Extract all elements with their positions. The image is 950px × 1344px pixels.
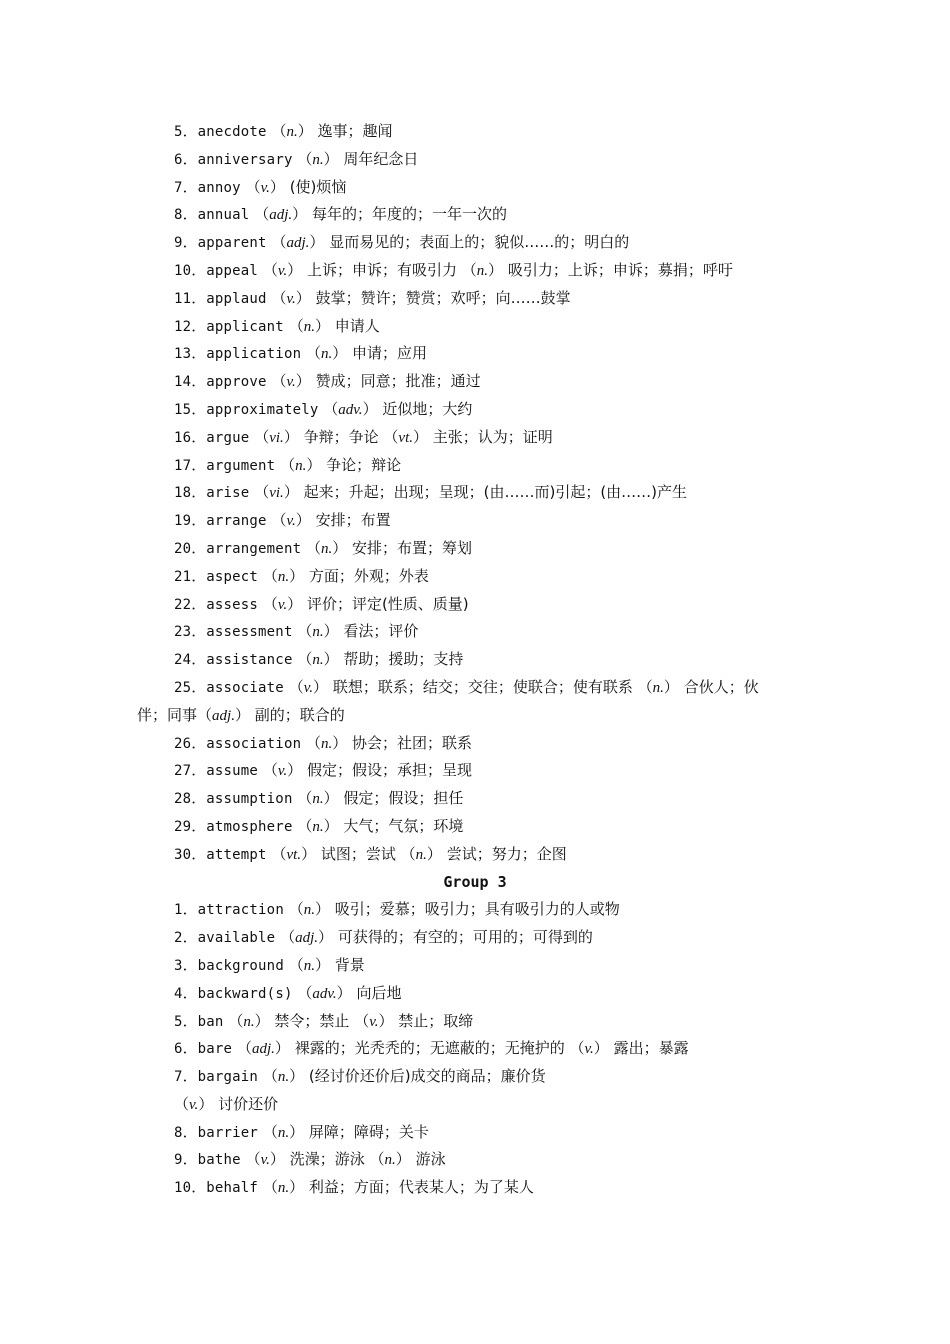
entry-word: annual xyxy=(197,207,250,224)
part-of-speech: n. xyxy=(303,902,315,919)
vocab-entry: 7．annoy （v.） (使)烦恼 xyxy=(174,177,347,196)
definition: 利益；方面；代表某人；为了某人 xyxy=(308,1178,534,1197)
group-3-heading: Group 3 xyxy=(443,872,507,891)
definition: 主张；认为；证明 xyxy=(432,427,553,446)
part-of-speech: n. xyxy=(243,1013,255,1030)
definition: 安排；布置 xyxy=(315,511,391,530)
entry-word: bare xyxy=(197,1041,233,1058)
definition: 周年纪念日 xyxy=(343,149,419,168)
entry-number: 6 xyxy=(174,151,183,168)
definition: 吸引；爱慕；吸引力；具有吸引力的人或物 xyxy=(334,900,620,919)
definition: 争论；辩论 xyxy=(326,455,402,474)
part-of-speech: n. xyxy=(312,151,324,168)
part-of-speech: n. xyxy=(652,679,664,696)
entry-word: barrier xyxy=(197,1124,259,1141)
entry-number: 10 xyxy=(174,262,192,279)
group-3-list xyxy=(0,896,950,1091)
definition: 协会；社团；联系 xyxy=(352,733,473,752)
part-of-speech: adj. xyxy=(212,707,235,724)
vocab-entry: 7．bargain （n.） (经讨价还价后)成交的商品；廉价货 xyxy=(174,1067,546,1086)
part-of-speech: v. xyxy=(286,290,296,307)
entry-word: ban xyxy=(197,1013,224,1030)
entry-word: apparent xyxy=(197,235,267,252)
definition: 安排；布置；筹划 xyxy=(352,538,473,557)
entry-word: atmosphere xyxy=(206,818,293,835)
part-of-speech: n. xyxy=(303,957,315,974)
vocab-entry: 1．attraction （n.） 吸引；爱慕；吸引力；具有吸引力的人或物 xyxy=(174,900,620,919)
vocab-entry: 14．approve （v.） 赞成；同意；批准；通过 xyxy=(174,372,481,391)
part-of-speech: v. xyxy=(286,513,296,530)
definition: 讨价还价 xyxy=(218,1094,279,1113)
vocabulary-page xyxy=(0,118,950,1202)
entry-word: approve xyxy=(206,374,267,391)
entry-number: 26 xyxy=(174,735,192,752)
definition: 申请；应用 xyxy=(352,344,428,363)
definition: 屏障；障碍；关卡 xyxy=(308,1122,429,1141)
definition: 合伙人；伙 xyxy=(683,677,759,696)
part-of-speech: adj. xyxy=(269,207,293,224)
entry-7-continuation: （v.） 讨价还价 xyxy=(174,1094,279,1113)
part-of-speech: vi. xyxy=(269,429,284,446)
vocab-entry: 16．argue （vi.） 争辩；争论 （vt.） 主张；认为；证明 xyxy=(174,427,553,446)
entry-word: assessment xyxy=(206,624,293,641)
entry-word: arrangement xyxy=(206,540,302,557)
vocab-entry: 9．apparent （adj.） 显而易见的；表面上的；貌似……的；明白的 xyxy=(174,233,630,252)
definition: 禁令；禁止 xyxy=(274,1011,350,1030)
entry-25-line-2: 伴；同事（adj.） 副的；联合的 xyxy=(137,705,345,724)
group-2-list xyxy=(0,118,950,674)
entry-word: application xyxy=(206,346,302,363)
part-of-speech: n. xyxy=(476,262,489,279)
part-of-speech: n. xyxy=(321,346,333,363)
part-of-speech: n. xyxy=(384,1152,396,1169)
part-of-speech: n. xyxy=(312,791,324,808)
entry-word: backward(s) xyxy=(197,985,293,1002)
vocab-entry: 13．application （n.） 申请；应用 xyxy=(174,344,428,363)
definition: 向后地 xyxy=(356,983,402,1002)
entry-word: associate xyxy=(206,679,284,696)
definition: 试图；尝试 xyxy=(320,844,396,863)
vocab-entry: 22．assess （v.） 评价；评定(性质、质量) xyxy=(174,594,469,613)
part-of-speech: n. xyxy=(277,1180,290,1197)
entry-number: 3 xyxy=(174,957,183,974)
part-of-speech: v. xyxy=(277,262,288,279)
definition: 帮助；援助；支持 xyxy=(343,650,464,669)
part-of-speech: n. xyxy=(303,318,315,335)
definition: 赞成；同意；批准；通过 xyxy=(315,372,481,391)
vocab-entry: 18．arise （vi.） 起来；升起；出现；呈现；(由……而)引起；(由……)产生 xyxy=(174,483,688,502)
entry-number: 24 xyxy=(174,652,192,669)
definition: 洗澡；游泳 xyxy=(289,1150,365,1169)
entry-word: behalf xyxy=(206,1180,259,1197)
definition: 伴；同事 xyxy=(137,705,198,724)
entry-number: 28 xyxy=(174,791,192,808)
entry-word: applaud xyxy=(206,290,267,307)
vocab-entry: 3．background （n.） 背景 xyxy=(174,955,365,974)
vocab-entry: 19．arrange （v.） 安排；布置 xyxy=(174,511,391,530)
entry-number: 23 xyxy=(174,624,192,641)
vocab-entry: 6．bare （adj.） 裸露的；光秃秃的；无遮蔽的；无掩护的 （v.） 露出；暴露 xyxy=(174,1039,689,1058)
entry-word: assistance xyxy=(206,652,293,669)
part-of-speech: n. xyxy=(312,818,324,835)
entry-word: assume xyxy=(206,763,259,780)
part-of-speech: n. xyxy=(312,652,324,669)
vocab-entry: 10．appeal （v.） 上诉；申诉；有吸引力 （n.） 吸引力；上诉；申诉；募捐；呼吁 xyxy=(174,260,733,279)
vocab-entry: 9．bathe （v.） 洗澡；游泳 （n.） 游泳 xyxy=(174,1150,446,1169)
entry-number: 5 xyxy=(174,1013,183,1030)
entry-number: 8 xyxy=(174,207,183,224)
entry-word: aspect xyxy=(206,568,259,585)
part-of-speech: v. xyxy=(584,1041,594,1058)
part-of-speech: v. xyxy=(369,1013,379,1030)
vocab-entry: 11．applaud （v.） 鼓掌；赞许；赞赏；欢呼；向……鼓掌 xyxy=(174,288,571,307)
part-of-speech: v. xyxy=(303,679,314,696)
entry-word: bargain xyxy=(197,1069,259,1086)
vocab-entry: 20．arrangement （n.） 安排；布置；筹划 xyxy=(174,538,473,557)
part-of-speech: v. xyxy=(260,179,270,196)
entry-word: arise xyxy=(206,485,250,502)
entry-word: attraction xyxy=(197,902,284,919)
entry-word: applicant xyxy=(206,318,284,335)
entry-number: 8 xyxy=(174,1124,183,1141)
part-of-speech: n. xyxy=(286,124,298,140)
part-of-speech: adj. xyxy=(286,235,310,252)
entry-number: 17 xyxy=(174,457,192,474)
vocab-entry: 5．ban （n.） 禁令；禁止 （v.） 禁止；取缔 xyxy=(174,1011,474,1030)
definition: 上诉；申诉；有吸引力 xyxy=(306,260,457,279)
vocab-entry: 5．anecdote （n.） 逸事；趣闻 xyxy=(174,122,393,140)
entry-word: assumption xyxy=(206,791,293,808)
entry-word: background xyxy=(197,957,284,974)
entry-number: 21 xyxy=(174,568,192,585)
entry-word: arrange xyxy=(206,513,267,530)
group-3-list-tail xyxy=(0,1119,950,1202)
definition: 尝试；努力；企图 xyxy=(446,844,567,863)
vocab-entry: 4．backward(s) （adv.） 向后地 xyxy=(174,983,402,1002)
vocab-entry: 21．aspect （n.） 方面；外观；外表 xyxy=(174,566,429,585)
entry-number: 2 xyxy=(174,930,183,947)
vocab-entry: 6．anniversary （n.） 周年纪念日 xyxy=(174,149,419,168)
part-of-speech: n. xyxy=(415,846,427,863)
part-of-speech: n. xyxy=(321,540,333,557)
entry-number: 1 xyxy=(174,902,183,919)
entry-number: 12 xyxy=(174,318,192,335)
definition: 可获得的；有空的；可用的；可得到的 xyxy=(337,928,593,947)
definition: 看法；评价 xyxy=(343,622,419,641)
vocab-entry: 8．barrier （n.） 屏障；障碍；关卡 xyxy=(174,1122,429,1141)
entry-word: argue xyxy=(206,429,250,446)
part-of-speech: v. xyxy=(260,1152,270,1169)
entry-number: 16 xyxy=(174,429,192,446)
entry-number: 6 xyxy=(174,1041,183,1058)
definition: 逸事；趣闻 xyxy=(317,122,393,140)
part-of-speech: v. xyxy=(286,374,296,391)
part-of-speech: vi. xyxy=(269,485,284,502)
definition: (使)烦恼 xyxy=(289,177,347,196)
vocab-entry: 8．annual （adj.） 每年的；年度的；一年一次的 xyxy=(174,205,507,224)
entry-number: 9 xyxy=(174,1152,183,1169)
vocab-entry: 26．association （n.） 协会；社团；联系 xyxy=(174,733,473,752)
vocab-entry: 28．assumption （n.） 假定；假设；担任 xyxy=(174,789,464,808)
entry-number: 15 xyxy=(174,401,192,418)
part-of-speech: adj. xyxy=(295,930,319,947)
definition: 评价；评定(性质、质量) xyxy=(306,594,469,613)
part-of-speech: vt. xyxy=(286,846,302,863)
definition: 每年的；年度的；一年一次的 xyxy=(311,205,507,224)
definition: 吸引力；上诉；申诉；募捐；呼吁 xyxy=(507,260,733,279)
entry-number: 10 xyxy=(174,1180,192,1197)
entry-25-line-1: 25．associate （v.） 联想；联系；结交；交往；使联合；使有联系 （n.） 合伙人；伙 xyxy=(174,677,759,696)
definition: (经讨价还价后)成交的商品；廉价货 xyxy=(308,1067,546,1086)
definition: 背景 xyxy=(334,955,365,974)
definition: 露出；暴露 xyxy=(613,1039,689,1058)
vocab-entry: 17．argument （n.） 争论；辩论 xyxy=(174,455,402,474)
definition: 争辩；争论 xyxy=(303,427,379,446)
entry-number: 29 xyxy=(174,818,192,835)
part-of-speech: n. xyxy=(321,735,333,752)
entry-number: 4 xyxy=(174,985,183,1002)
entry-word: annoy xyxy=(197,179,241,196)
part-of-speech: v. xyxy=(277,596,288,613)
definition: 假定；假设；担任 xyxy=(343,789,464,808)
entry-number: 19 xyxy=(174,513,192,530)
vocab-entry: 29．atmosphere （n.） 大气；气氛；环境 xyxy=(174,816,464,835)
part-of-speech: n. xyxy=(277,1069,290,1086)
entry-number: 25 xyxy=(174,679,192,696)
part-of-speech: n. xyxy=(312,624,324,641)
definition: 申请人 xyxy=(334,316,380,335)
definition: 联想；联系；结交；交往；使联合；使有联系 xyxy=(332,677,633,696)
entry-number: 20 xyxy=(174,540,192,557)
definition: 显而易见的；表面上的；貌似……的；明白的 xyxy=(329,233,630,252)
entry-word: available xyxy=(197,930,276,947)
definition: 禁止；取缔 xyxy=(398,1011,474,1030)
entry-number: 30 xyxy=(174,846,192,863)
part-of-speech: v. xyxy=(277,763,288,780)
part-of-speech: n. xyxy=(277,568,290,585)
entry-number: 9 xyxy=(174,235,183,252)
entry-number: 7 xyxy=(174,1069,183,1086)
definition: 大气；气氛；环境 xyxy=(343,816,464,835)
part-of-speech: adv. xyxy=(338,401,363,418)
definition: 游泳 xyxy=(415,1150,446,1169)
entry-number: 18 xyxy=(174,485,192,502)
entry-word: attempt xyxy=(206,846,267,863)
entry-word: bathe xyxy=(197,1152,241,1169)
entry-number: 5 xyxy=(174,124,183,140)
entry-word: assess xyxy=(206,596,259,613)
part-of-speech: adj. xyxy=(251,1041,275,1058)
entry-word: approximately xyxy=(206,401,319,418)
vocab-entry: 24．assistance （n.） 帮助；援助；支持 xyxy=(174,650,464,669)
vocab-entry: 27．assume （v.） 假定；假设；承担；呈现 xyxy=(174,761,472,780)
entry-word: anniversary xyxy=(197,151,293,168)
definition: 近似地；大约 xyxy=(382,399,473,418)
definition: 裸露的；光秃秃的；无遮蔽的；无掩护的 xyxy=(294,1039,565,1058)
entry-number: 27 xyxy=(174,763,192,780)
vocab-entry: 12．applicant （n.） 申请人 xyxy=(174,316,380,335)
entry-number: 13 xyxy=(174,346,192,363)
entry-number: 22 xyxy=(174,596,192,613)
definition: 起来；升起；出现；呈现；(由……而)引起；(由……)产生 xyxy=(303,483,688,502)
entry-number: 7 xyxy=(174,179,183,196)
entry-word: association xyxy=(206,735,302,752)
entry-number: 11 xyxy=(174,290,192,307)
entry-word: argument xyxy=(206,457,276,474)
definition: 假定；假设；承担；呈现 xyxy=(306,761,472,780)
part-of-speech: n. xyxy=(295,457,307,474)
vocab-entry: 10．behalf （n.） 利益；方面；代表某人；为了某人 xyxy=(174,1178,534,1197)
entry-number: 14 xyxy=(174,374,192,391)
part-of-speech: n. xyxy=(277,1124,290,1141)
vocab-entry: 15．approximately （adv.） 近似地；大约 xyxy=(174,399,473,418)
part-of-speech: vt. xyxy=(398,429,413,446)
definition: 方面；外观；外表 xyxy=(308,566,429,585)
entry-word: anecdote xyxy=(197,124,267,140)
vocab-entry: 2．available （adj.） 可获得的；有空的；可用的；可得到的 xyxy=(174,928,593,947)
part-of-speech: adv. xyxy=(312,985,337,1002)
vocab-entry: 23．assessment （n.） 看法；评价 xyxy=(174,622,419,641)
definition: 副的；联合的 xyxy=(254,705,345,724)
definition: 鼓掌；赞许；赞赏；欢呼；向……鼓掌 xyxy=(315,288,571,307)
entry-word: appeal xyxy=(206,262,259,279)
group-2-list-tail xyxy=(0,730,950,869)
vocab-entry: 30．attempt （vt.） 试图；尝试 （n.） 尝试；努力；企图 xyxy=(174,844,567,863)
part-of-speech: v. xyxy=(189,1096,199,1113)
